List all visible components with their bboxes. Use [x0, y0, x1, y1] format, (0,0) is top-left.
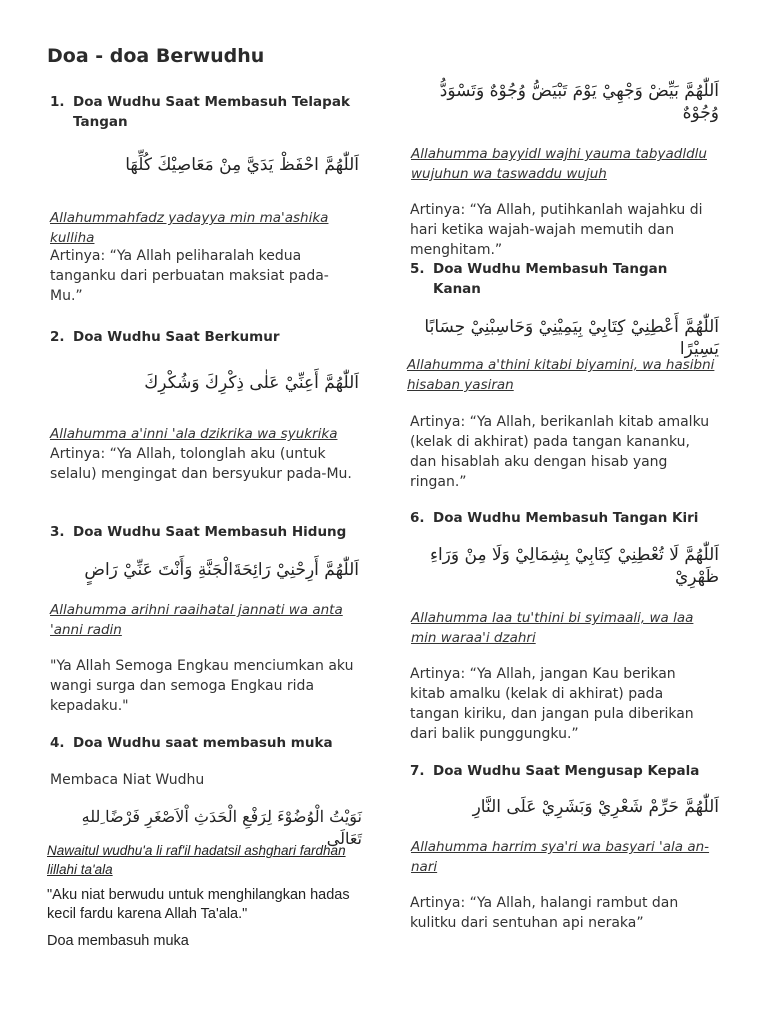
section-6-transliteration: Allahumma laa tu'thini bi syimaali, wa laa min waraa'i dzahri — [411, 610, 694, 646]
section-3-number: 3. — [50, 524, 65, 540]
section-1-title: Doa Wudhu Saat Membasuh Telapak Tangan — [73, 94, 350, 130]
section-4-title: Doa Wudhu saat membasuh muka — [73, 735, 333, 751]
section-5-transliteration: Allahumma a'thini kitabi biyamini, wa hasibni hisaban yasiran — [407, 357, 715, 393]
section-2-number: 2. — [50, 329, 65, 345]
section-7-number: 7. — [410, 763, 425, 779]
section-2-title: Doa Wudhu Saat Berkumur — [73, 329, 280, 345]
section-4-transliteration: Nawaitul wudhu'a li raf'il hadatsil ashghari fardhan lillahi ta'ala — [47, 843, 346, 877]
section-5-heading — [407, 259, 717, 299]
section-7-arabic: اَللّٰهُمَّ حَرِّمْ شَعْرِيْ وَبَشَرِيْ عَلَى النَّارِ — [472, 797, 719, 817]
section-4-footer: Doa membasuh muka — [47, 933, 189, 949]
section-1-arabic: اَللّٰهُمَّ احْفَظْ يَدَيَّ مِنْ مَعَاصِيْكَ كُلِّهَا — [125, 155, 359, 175]
section-5-translation: Artinya: “Ya Allah, berikanlah kitab amalku (kelak di akhirat) pada tangan kananku, dan hisablah aku dengan hisab yang ringan.” — [410, 414, 710, 490]
section-7-heading — [407, 761, 717, 781]
section-1-transliteration: Allahummahfadz yadayya min ma'ashika kulliha — [50, 210, 329, 246]
section-2-transliteration: Allahumma a'inni 'ala dzikrika wa syukrika — [50, 426, 338, 442]
section-4b-transliteration: Allahumma bayyidl wajhi yauma tabyadldlu wujuhun wa taswaddu wujuh — [411, 146, 707, 182]
section-4-intro: Membaca Niat Wudhu — [50, 772, 205, 788]
section-6-number: 6. — [410, 510, 425, 526]
section-7-transliteration: Allahumma harrim sya'ri wa basyari 'ala an-nari — [411, 839, 710, 875]
section-4-heading — [47, 733, 357, 753]
section-7-title: Doa Wudhu Saat Mengusap Kepala — [433, 763, 700, 779]
section-3-translation: "Ya Allah Semoga Engkau menciumkan aku wangi surga dan semoga Engkau rida kepadaku." — [50, 658, 354, 714]
section-2-heading — [47, 327, 357, 347]
section-3-heading — [47, 522, 357, 542]
section-5-title: Doa Wudhu Membasuh Tangan Kanan — [433, 261, 668, 297]
section-5-arabic: اَللّٰهُمَّ أَعْطِنِيْ كِتَابِيْ بِيَمِيْنِيْ وَحَاسِبْنِيْ حِسَابًا يَسِيْرًا — [424, 317, 719, 359]
section-3-transliteration: Allahumma arihni raaihatal jannati wa anta 'anni radin — [50, 602, 343, 638]
section-6-heading — [407, 508, 717, 528]
section-3-title: Doa Wudhu Saat Membasuh Hidung — [73, 524, 347, 540]
section-6-arabic: اَللّٰهُمَّ لَا تُعْطِنِيْ كِتَابِيْ بِشِمَالِيْ وَلَا مِنْ وَرَاءِ ظَهْرِيْ — [429, 545, 719, 587]
section-7-translation: Artinya: “Ya Allah, halangi rambut dan kulitku dari sentuhan api neraka” — [410, 895, 679, 931]
section-2-translation: Artinya: “Ya Allah, tolonglah aku (untuk selalu) mengingat dan bersyukur pada-Mu. — [50, 446, 352, 482]
section-4b-translation: Artinya: “Ya Allah, putihkanlah wajahku di hari ketika wajah-wajah memutih dan menghitam.” — [410, 202, 703, 258]
section-6-title: Doa Wudhu Membasuh Tangan Kiri — [433, 510, 699, 526]
section-4-arabic: نَوَيْتُ الْوُضُوْءَ لِرَفْعِ الْحَدَثِ اْلاَصْغَرِ فَرْضًا ِللهِ تَعَالَى — [81, 807, 362, 848]
section-4-number: 4. — [50, 735, 65, 751]
section-4-translation: "Aku niat berwudu untuk menghilangkan hadas kecil fardu karena Allah Ta'ala." — [47, 887, 350, 922]
section-1-translation: Artinya: “Ya Allah peliharalah kedua tanganku dari perbuatan maksiat pada-Mu.” — [50, 248, 329, 304]
section-1-heading — [47, 92, 357, 132]
section-6-translation: Artinya: “Ya Allah, jangan Kau berikan kitab amalku (kelak di akhirat) pada tangan kiriku, dan jangan pula diberikan dari balik punggungku.” — [410, 666, 694, 742]
section-4b-arabic: اَللّٰهُمَّ بَيِّضْ وَجْهِيْ يَوْمَ تَبْيَضُّ وُجُوْهٌ وَتَسْوَدُّ وُجُوْهٌ — [439, 81, 719, 123]
page-title: Doa - doa Berwudhu — [47, 45, 265, 67]
section-2-arabic: اَللّٰهُمَّ أَعِنِّيْ عَلٰى ذِكْرِكَ وَشُكْرِكَ — [144, 373, 359, 393]
section-3-arabic: اَللّٰهُمَّ أَرِحْنِيْ رَائِحَةَالْجَنَّةِ وَأَنْتَ عَنِّيْ رَاضٍ — [84, 560, 359, 580]
section-1-number: 1. — [50, 94, 65, 110]
section-5-number: 5. — [410, 261, 425, 277]
